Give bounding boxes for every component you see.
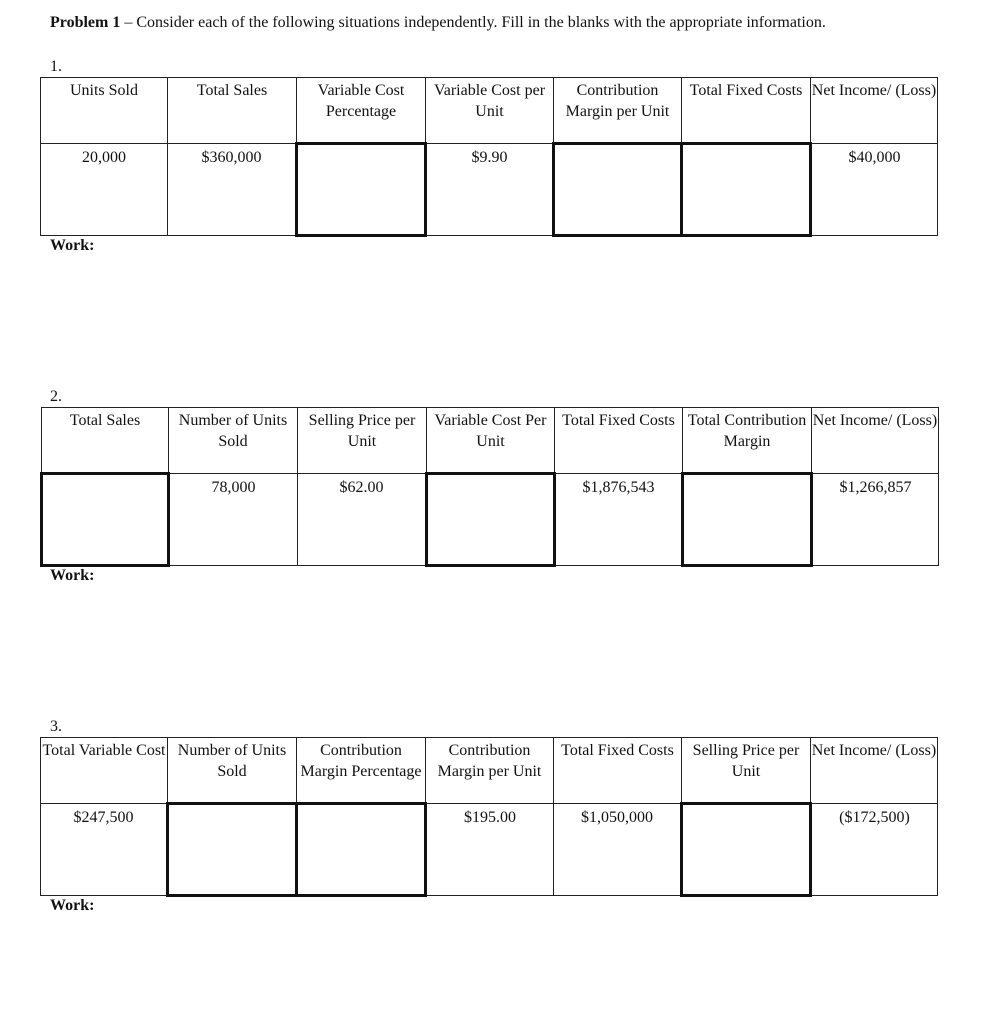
value-cell: $195.00 (426, 804, 554, 896)
answer-blank-cell[interactable] (168, 804, 297, 896)
answer-blank-cell[interactable] (427, 474, 555, 566)
problem-number-2: 2. (50, 388, 62, 405)
work-label-1: Work: (50, 237, 95, 254)
value-cell: ($172,500) (811, 804, 938, 896)
column-header: Total Variable Cost (41, 738, 168, 804)
problem-number-3: 3. (50, 718, 62, 735)
work-label-2: Work: (50, 567, 95, 584)
problem-number-1: 1. (50, 58, 62, 75)
problem-table-2 (40, 407, 939, 567)
column-header: Total Fixed Costs (682, 78, 811, 144)
value-cell: $247,500 (41, 804, 168, 896)
value-cell: $40,000 (811, 144, 938, 236)
column-header: Selling Price per Unit (682, 738, 811, 804)
problem-label: Problem 1 (50, 14, 121, 31)
answer-blank-cell[interactable] (682, 804, 811, 896)
problem-instructions: – Consider each of the following situations independently. Fill in the blanks with the appropriate information. (120, 14, 826, 31)
value-cell: $62.00 (298, 474, 427, 566)
column-header: Total Sales (42, 408, 169, 474)
column-header: Total Contribution Margin (683, 408, 812, 474)
column-header: Net Income/ (Loss) (811, 78, 938, 144)
value-cell: $9.90 (426, 144, 554, 236)
answer-blank-cell[interactable] (683, 474, 812, 566)
answer-blank-cell[interactable] (554, 144, 682, 236)
column-header: Variable Cost Percentage (297, 78, 426, 144)
answer-blank-cell[interactable] (297, 804, 426, 896)
column-header: Variable Cost per Unit (426, 78, 554, 144)
column-header: Total Fixed Costs (555, 408, 683, 474)
value-cell: $1,876,543 (555, 474, 683, 566)
column-header: Variable Cost Per Unit (427, 408, 555, 474)
column-header: Total Sales (168, 78, 297, 144)
column-header: Contribution Margin per Unit (554, 78, 682, 144)
problem-table-1 (40, 77, 938, 237)
problem-intro (50, 12, 950, 34)
answer-blank-cell[interactable] (297, 144, 426, 236)
column-header: Units Sold (41, 78, 168, 144)
work-label-3: Work: (50, 897, 95, 914)
value-cell: $1,050,000 (554, 804, 682, 896)
value-cell: 78,000 (169, 474, 298, 566)
column-header: Net Income/ (Loss) (812, 408, 939, 474)
answer-blank-cell[interactable] (682, 144, 811, 236)
column-header: Total Fixed Costs (554, 738, 682, 804)
problem-table-3 (40, 737, 938, 897)
value-cell: $360,000 (168, 144, 297, 236)
column-header: Number of Units Sold (169, 408, 298, 474)
value-cell: 20,000 (41, 144, 168, 236)
answer-blank-cell[interactable] (42, 474, 169, 566)
column-header: Number of Units Sold (168, 738, 297, 804)
column-header: Net Income/ (Loss) (811, 738, 938, 804)
column-header: Selling Price per Unit (298, 408, 427, 474)
value-cell: $1,266,857 (812, 474, 939, 566)
column-header: Contribution Margin Percentage (297, 738, 426, 804)
column-header: Contribution Margin per Unit (426, 738, 554, 804)
